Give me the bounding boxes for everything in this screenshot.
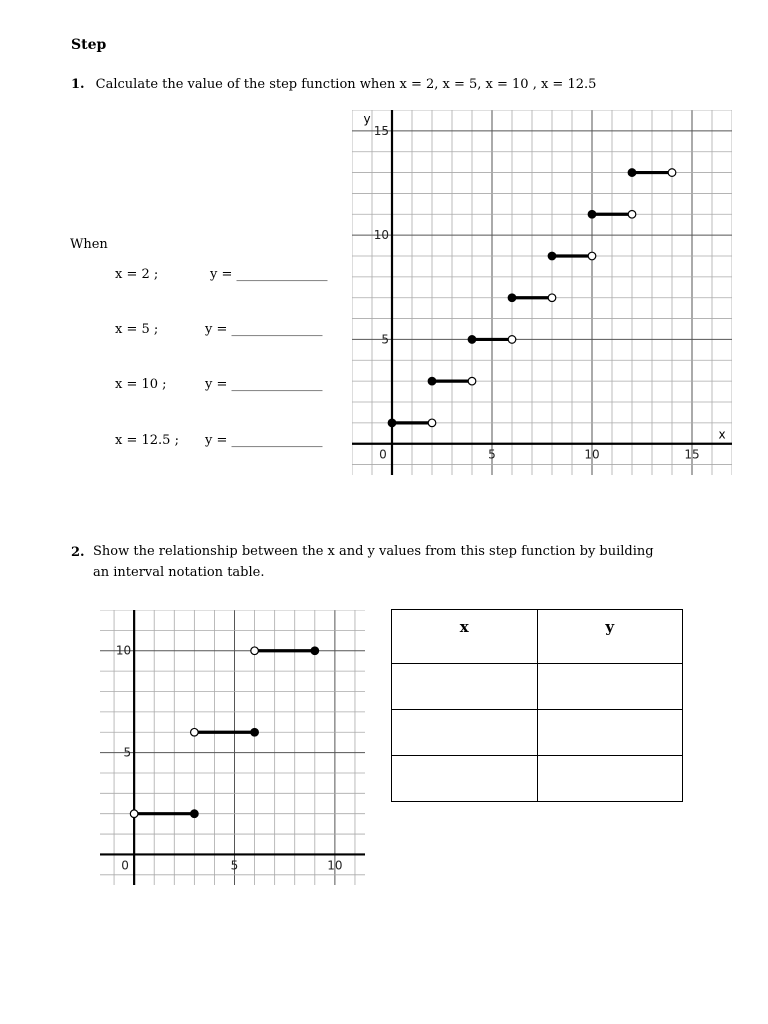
x-tick-label: 5 <box>488 447 496 462</box>
table-row <box>392 756 683 802</box>
step-function-graph-1 <box>352 110 732 475</box>
origin-label: 0 <box>121 858 129 873</box>
origin-label: 0 <box>379 447 387 462</box>
answer-row-4 <box>115 433 323 448</box>
x-axis-label: x <box>718 427 726 442</box>
open-endpoint <box>428 419 436 427</box>
table-cell[interactable] <box>537 756 683 802</box>
x-tick-label: 15 <box>684 447 700 462</box>
closed-endpoint <box>428 377 436 385</box>
question-1-text: Calculate the value of the step function when x = 2, x = 5, x = 10 , x = 12.5 <box>95 77 597 92</box>
y-tick-label: 10 <box>373 228 389 243</box>
answer-x-label: x = 5 ; <box>115 322 159 337</box>
y-tick-label: 15 <box>373 123 389 138</box>
x-tick-label: 10 <box>327 858 343 873</box>
closed-endpoint <box>468 336 476 344</box>
closed-endpoint <box>311 647 319 655</box>
open-endpoint <box>251 647 259 655</box>
page-heading: Step <box>71 37 107 53</box>
table-cell[interactable] <box>392 756 538 802</box>
table-cell[interactable] <box>392 710 538 756</box>
x-tick-label: 10 <box>584 447 600 462</box>
y-tick-label: 5 <box>381 332 389 347</box>
answer-x-label: x = 10 ; <box>115 377 167 392</box>
closed-endpoint <box>548 252 556 260</box>
question-1-number: 1. <box>71 77 85 92</box>
question-2-number: 2. <box>71 545 85 560</box>
closed-endpoint <box>628 169 636 177</box>
when-label: When <box>70 237 108 252</box>
table-row <box>392 710 683 756</box>
x-tick-label: 5 <box>230 858 239 873</box>
interval-notation-table <box>391 609 683 802</box>
closed-endpoint <box>388 419 396 427</box>
table-header-y: y <box>537 610 683 664</box>
question-2 <box>71 541 671 583</box>
closed-endpoint <box>588 210 596 218</box>
table-cell[interactable] <box>392 664 538 710</box>
closed-endpoint <box>251 728 259 736</box>
open-endpoint <box>508 336 516 344</box>
table-row <box>392 664 683 710</box>
answer-row-1 <box>115 267 328 282</box>
open-endpoint <box>548 294 556 302</box>
table-header-row <box>392 610 683 664</box>
answer-row-2 <box>115 322 323 337</box>
open-endpoint <box>130 810 138 818</box>
answer-y-blank[interactable]: y = ______________ <box>205 322 323 337</box>
table-cell[interactable] <box>537 664 683 710</box>
step-function-graph-2 <box>100 610 365 885</box>
y-tick-label: 5 <box>123 745 132 760</box>
open-endpoint <box>668 169 676 177</box>
answer-x-label: x = 2 ; <box>115 267 159 282</box>
answer-row-3 <box>115 377 323 392</box>
open-endpoint <box>628 210 636 218</box>
open-endpoint <box>588 252 596 260</box>
answer-x-label: x = 12.5 ; <box>115 433 179 448</box>
open-endpoint <box>468 377 476 385</box>
answer-y-blank[interactable]: y = ______________ <box>210 267 328 282</box>
closed-endpoint <box>508 294 516 302</box>
open-endpoint <box>191 728 199 736</box>
answer-y-blank[interactable]: y = ______________ <box>205 433 323 448</box>
answer-y-blank[interactable]: y = ______________ <box>205 377 323 392</box>
table-cell[interactable] <box>537 710 683 756</box>
y-tick-label: 10 <box>115 643 132 658</box>
table-header-x: x <box>392 610 538 664</box>
y-axis-label: y <box>363 112 371 126</box>
closed-endpoint <box>191 810 199 818</box>
question-1 <box>71 73 596 92</box>
question-2-text: Show the relationship between the x and y values from this step function by building an interval notation table. <box>93 544 654 580</box>
